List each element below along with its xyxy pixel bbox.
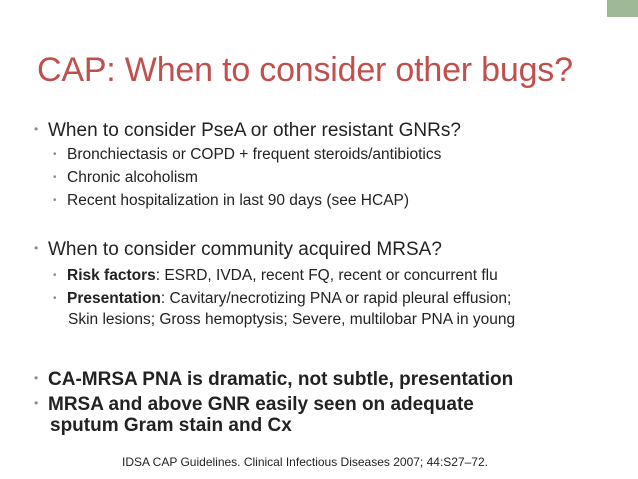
bullet-icon: •: [34, 396, 39, 410]
bullet-icon: •: [53, 149, 57, 160]
bullet-icon: •: [53, 195, 57, 206]
item-text: Recent hospitalization in last 90 days (see HCAP): [67, 192, 410, 209]
bold-point: [34, 366, 513, 392]
bullet-icon: •: [34, 241, 39, 255]
point-text: CA-MRSA PNA is dramatic, not subtle, presentation: [48, 369, 514, 390]
bullet-icon: •: [53, 270, 57, 281]
item-label: Presentation: [67, 290, 161, 307]
list-item: [53, 289, 511, 309]
section-heading-mrsa: [34, 236, 442, 262]
item-text: : ESRD, IVDA, recent FQ, recent or concurrent flu: [155, 267, 498, 284]
bullet-icon: •: [53, 172, 57, 183]
list-item: [53, 145, 441, 165]
list-item: [53, 168, 198, 188]
item-text: Bronchiectasis or COPD + frequent steroids/antibiotics: [67, 146, 442, 163]
point-text: MRSA and above GNR easily seen on adequate: [48, 394, 474, 415]
bullet-icon: •: [34, 371, 39, 385]
bullet-icon: •: [34, 122, 39, 136]
heading-text: When to consider community acquired MRSA?: [48, 239, 442, 260]
item-text: Chronic alcoholism: [67, 169, 198, 186]
list-item: [53, 191, 409, 211]
heading-text: When to consider PseA or other resistant GNRs?: [48, 120, 461, 141]
slide-title: CAP: When to consider other bugs?: [37, 51, 573, 89]
citation: IDSA CAP Guidelines. Clinical Infectious Diseases 2007; 44:S27–72.: [122, 455, 488, 469]
section-heading-gnr: [34, 117, 461, 143]
bold-point-continuation: sputum Gram stain and Cx: [50, 415, 292, 436]
item-text: : Cavitary/necrotizing PNA or rapid pleural effusion;: [160, 290, 512, 307]
item-label: Risk factors: [67, 267, 156, 284]
item-continuation: Skin lesions; Gross hemoptysis; Severe, multilobar PNA in young: [68, 311, 516, 328]
bullet-icon: •: [53, 293, 57, 304]
list-item: [53, 266, 498, 286]
